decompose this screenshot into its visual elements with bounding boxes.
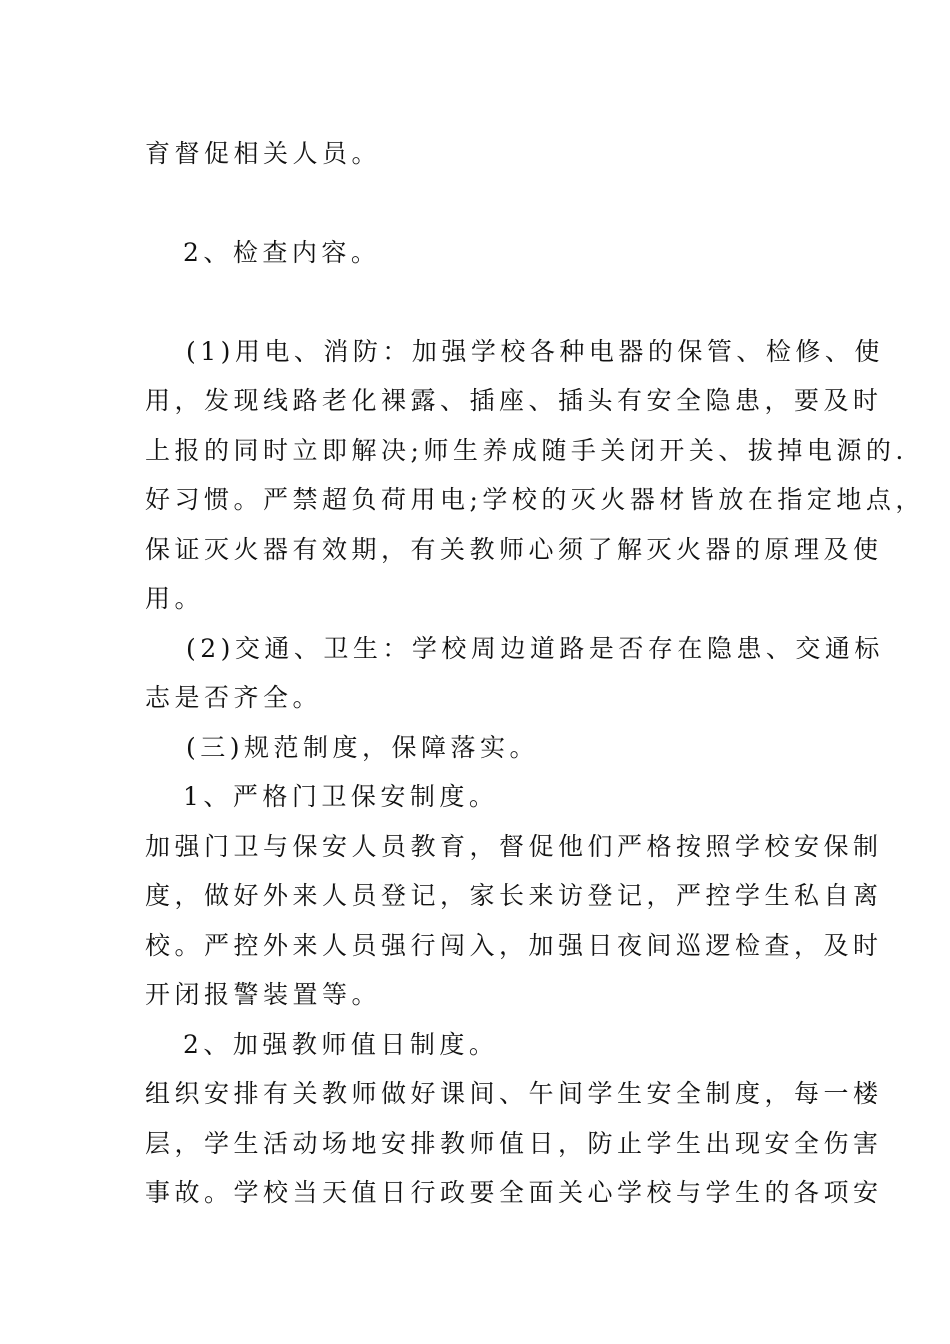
text-line: 校。严控外来人员强行闯入，加强日夜间巡逻检查，及时 [145, 931, 883, 960]
text-line: 度，做好外来人员登记，家长来访登记，严控学生私自离 [145, 881, 883, 910]
text-line: (2)交通、卫生：学校周边道路是否存在隐患、交通标 [186, 634, 884, 663]
section-heading: (三)规范制度，保障落实。 [186, 733, 540, 762]
section-heading: 1、严格门卫保安制度。 [183, 782, 499, 811]
text-line: 层，学生活动场地安排教师值日，防止学生出现安全伤害 [145, 1129, 883, 1158]
text-line: 育督促相关人员。 [145, 139, 382, 168]
text-line: 组织安排有关教师做好课间、午间学生安全制度，每一楼 [145, 1079, 883, 1108]
text-line: 保证灭火器有效期，有关教师心须了解灭火器的原理及使 [145, 535, 883, 564]
text-line: 开闭报警装置等。 [145, 980, 382, 1009]
text-line: 用。 [145, 584, 205, 613]
text-line: 好习惯。严禁超负荷用电;学校的灭火器材皆放在指定地点， [145, 485, 925, 514]
text-line: 用，发现线路老化裸露、插座、插头有安全隐患，要及时 [145, 386, 883, 415]
section-heading: 2、检查内容。 [183, 238, 381, 267]
text-line: (1)用电、消防：加强学校各种电器的保管、检修、使 [186, 337, 884, 366]
text-line: 志是否齐全。 [145, 683, 323, 712]
text-line: 事故。学校当天值日行政要全面关心学校与学生的各项安 [145, 1178, 883, 1207]
text-line: 上报的同时立即解决;师生养成随手关闭开关、拔掉电源的. [145, 436, 908, 465]
section-heading: 2、加强教师值日制度。 [183, 1030, 499, 1059]
text-line: 加强门卫与保安人员教育，督促他们严格按照学校安保制 [145, 832, 883, 861]
